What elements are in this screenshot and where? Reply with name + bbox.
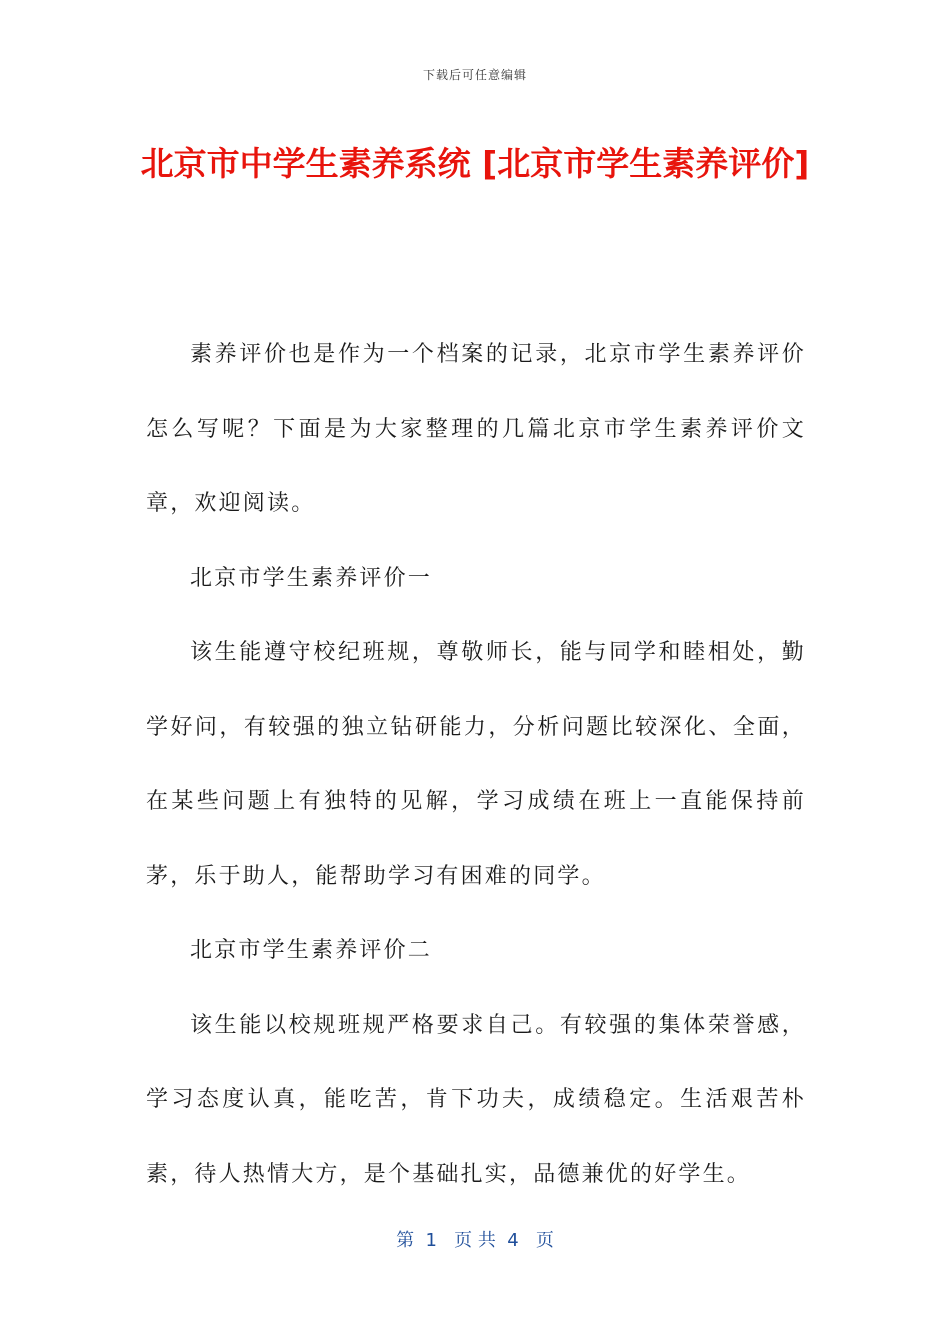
evaluation-paragraph-two: 该生能以校规班规严格要求自己。有较强的集体荣誉感，学习态度认真，能吃苦，肯下功夫，成绩稳定。生活艰苦朴素，待人热情大方，是个基础扎实，品德兼优的好学生。 [146, 1012, 806, 1187]
document-body [146, 318, 806, 1212]
header-note: 下载后可任意编辑 [422, 68, 527, 82]
document-title: 北京市中学生素养系统 [北京市学生素养评价] [140, 144, 810, 183]
intro-paragraph: 素养评价也是作为一个档案的记录，北京市学生素养评价怎么写呢？下面是为大家整理的几篇北京市学生素养评价文章，欢迎阅读。 [146, 342, 806, 516]
section-heading-one: 北京市学生素养评价一 [190, 565, 433, 591]
page-number-footer: 第 1 页 共 4 页 [396, 1230, 554, 1251]
evaluation-paragraph-one: 该生能遵守校纪班规，尊敬师长，能与同学和睦相处，勤学好问，有较强的独立钻研能力，分析问题比较深化、全面，在某些问题上有独特的见解，学习成绩在班上一直能保持前茅，乐于助人，能帮助学习有困难的同学。 [146, 640, 806, 889]
section-heading-two: 北京市学生素养评价二 [190, 938, 433, 963]
